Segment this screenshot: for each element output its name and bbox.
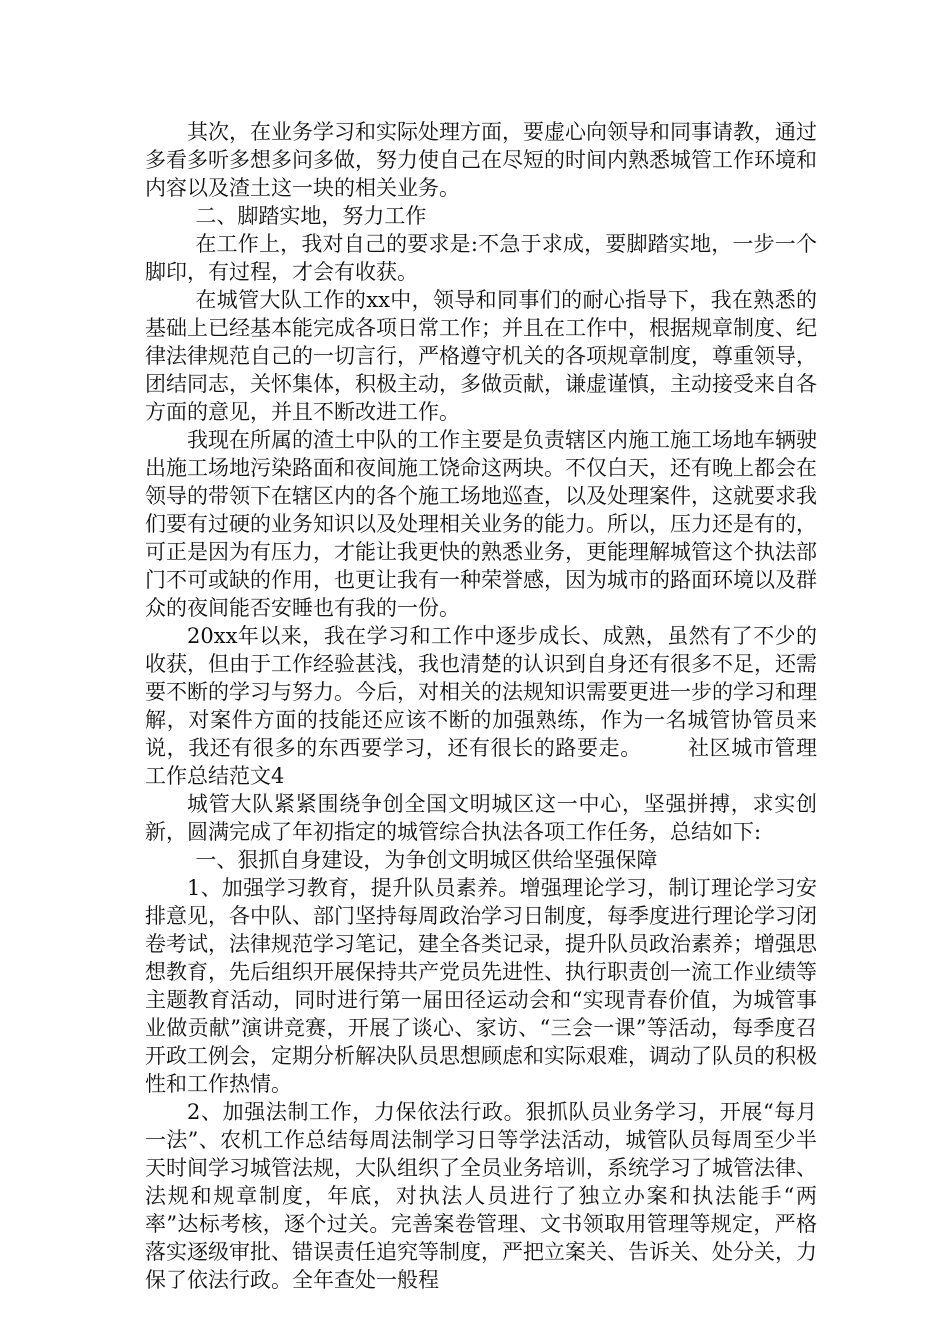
paragraph-7: 城管大队紧紧围绕争创全国文明城区这一中心，坚强拼搏，求实创新，圆满完成了年初指定的城管综合执法各项工作任务，总结如下: — [145, 792, 817, 844]
section-heading-1: 一、狠抓自身建设，为争创文明城区供给坚强保障 — [195, 848, 658, 872]
paragraph-6 — [145, 622, 817, 790]
article-title: 社区城市管理工作总结范文4 — [145, 736, 818, 788]
paragraph-1: 其次，在业务学习和实际处理方面，要虚心向领导和同事请教，通过多看多听多想多问多做，努力使自己在尽短的时间内熟悉城管工作环境和内容以及渣土这一块的相关业务。 — [145, 120, 817, 200]
paragraph-5: 我现在所属的渣土中队的工作主要是负责辖区内施工施工场地车辆驶出施工场地污染路面和夜间施工饶命这两块。不仅白天，还有晚上都会在领导的带领下在辖区内的各个施工场地巡查，以及处理案件，这就要求我们要有过硬的业务知识以及处理相关业务的能力。所以，压力还是有的，可正是因为有压力，才能让我更快的熟悉业务，更能理解城管这个执法部门不可或缺的作用，也更让我有一种荣誉感，因为城市的路面环境以及群众的夜间能否安睡也有我的一份。 — [145, 428, 817, 620]
document-body — [145, 118, 817, 1294]
paragraph-6-text: 20xx年以来，我在学习和工作中逐步成长、成熟，虽然有了不少的收获，但由于工作经验甚浅，我也清楚的认识到自身还有很多不足，还需要不断的学习与努力。今后，对相关的法规知识需要更进一步的学习和理解，对案件方面的技能还应该不断的加强熟练，作为一名城管协管员来说，我还有很多的东西要学习，还有很长的路要走。 — [145, 624, 817, 760]
paragraph-9: 2、加强法制工作，力保依法行政。狠抓队员业务学习，开展“每月一法”、农机工作总结每周法制学习日等学法活动，城管队员每周至少半天时间学习城管法规，大队组织了全员业务培训，系统学习了城管法律、法规和规章制度，年底，对执法人员进行了独立办案和执法能手“两率”达标考核，逐个过关。完善案卷管理、文书领取用管理等规定，严格落实逐级审批、错误责任追究等制度，严把立案关、告诉关、处分关，力保了依法行政。全年查处一般程 — [145, 1100, 817, 1292]
paragraph-3: 在工作上，我对自己的要求是:不急于求成，要脚踏实地，一步一个脚印，有过程，才会有收获。 — [145, 232, 817, 284]
paragraph-4: 在城管大队工作的xx中，领导和同事们的耐心指导下，我在熟悉的基础上已经基本能完成各项日常工作；并且在工作中，根据规章制度、纪律法律规范自己的一切言行，严格遵守机关的各项规章制度，尊重领导，团结同志，关怀集体，积极主动，多做贡献，谦虚谨慎，主动接受来自各方面的意见，并且不断改进工作。 — [145, 288, 817, 424]
paragraph-8: 1、加强学习教育，提升队员素养。增强理论学习，制订理论学习安排意见，各中队、部门坚持每周政治学习日制度，每季度进行理论学习闭卷考试，法律规范学习笔记，建全各类记录，提升队员政治素养；增强思想教育，先后组织开展保持共产党员先进性、执行职责创一流工作业绩等主题教育活动，同时进行第一届田径运动会和“实现青春价值，为城管事业做贡献”演讲竞赛，开展了谈心、家访、“三会一课”等活动，每季度召开政工例会，定期分析解决队员思想顾虑和实际艰难，调动了队员的积极性和工作热情。 — [145, 876, 817, 1096]
section-heading-2: 二、脚踏实地，努力工作 — [195, 204, 427, 228]
